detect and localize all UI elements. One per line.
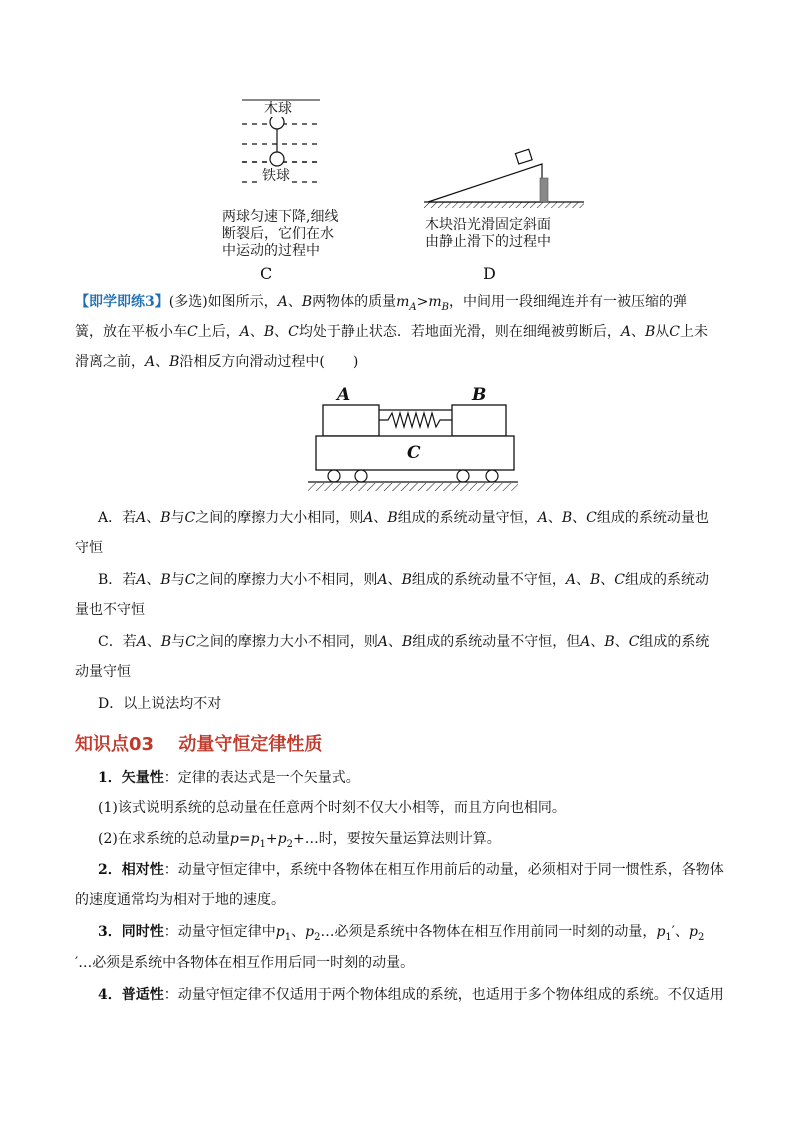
wheel-2 bbox=[355, 470, 367, 482]
wooden-block bbox=[515, 149, 532, 164]
block-b-label: B bbox=[472, 385, 487, 405]
figure-d-caption-line-1: 木块沿光滑固定斜面 bbox=[425, 217, 551, 233]
question-line-3: 滑离之前，A、B沿相反方向滑动过程中( ) bbox=[75, 354, 359, 370]
wheel-1 bbox=[328, 470, 340, 482]
block-b bbox=[452, 405, 506, 436]
property-1-a: (1)该式说明系统的总动量在任意两个时刻不仅大小相等，而且方向也相同。 bbox=[98, 800, 566, 816]
figure-c-letter: C bbox=[260, 264, 273, 283]
property-1: 1．矢量性：定律的表达式是一个矢量式。 bbox=[98, 770, 360, 786]
option-a-line-2: 守恒 bbox=[75, 540, 103, 556]
wheel-3 bbox=[457, 470, 469, 482]
property-2-line-2: 的速度通常均为相对于地的速度。 bbox=[75, 892, 285, 908]
question-line-2: 簧，放在平板小车C上后，A、B、C均处于静止状态．若地面光滑，则在细绳被剪断后，A、B从C上未 bbox=[75, 324, 708, 340]
figure-d-diagram bbox=[424, 144, 584, 210]
compressed-spring bbox=[379, 413, 452, 427]
property-3: 3．同时性：动量守恒定律中$p_1$、$p_2\dots$必须是系统中各物体在相互作用前同一时刻的动量，$p_1'$、$p_2$ bbox=[98, 924, 705, 943]
block-a bbox=[323, 405, 379, 436]
figure-c-caption-line-2: 断裂后，它们在水 bbox=[222, 226, 334, 242]
section-title: 知识点03 动量守恒定律性质 bbox=[75, 734, 323, 755]
option-c-line-1: C．若A、B与C之间的摩擦力大小不相同，则A、B组成的系统动量不守恒，但A、B、C组成的系统 bbox=[98, 634, 710, 650]
figure-c-caption-line-3: 中运动的过程中 bbox=[222, 243, 320, 259]
wheel-4 bbox=[486, 470, 498, 482]
iron-ball bbox=[270, 152, 284, 166]
wood-ball-label: 木球 bbox=[264, 101, 292, 117]
figure-d-letter: D bbox=[483, 264, 496, 283]
option-c-line-2: 动量守恒 bbox=[75, 664, 131, 680]
property-3-line-2: ′…必须是系统中各物体在相互作用后同一时刻的动量。 bbox=[75, 955, 415, 971]
option-b-line-2: 量也不守恒 bbox=[75, 602, 145, 618]
property-4: 4．普适性：动量守恒定律不仅适用于两个物体组成的系统，也适用于多个物体组成的系统。不仅适用 bbox=[98, 987, 724, 1003]
property-2: 2．相对性：动量守恒定律中，系统中各物体在相互作用前后的动量，必须相对于同一惯性系，各物体 bbox=[98, 862, 724, 878]
figure-c-caption-line-1: 两球匀速下降,细线 bbox=[222, 209, 339, 225]
option-a-line-1: A．若A、B与C之间的摩擦力大小相同，则A、B组成的系统动量守恒，A、B、C组成的系统动量也 bbox=[98, 510, 709, 526]
wood-ball bbox=[270, 115, 284, 129]
property-1-b: (2)在求系统的总动量$p=p_1+p_2+\dots$时，要按矢量运算法则计算。 bbox=[98, 831, 501, 850]
figure-d-caption-line-2: 由静止滑下的过程中 bbox=[425, 234, 551, 250]
block-a-label: A bbox=[337, 385, 351, 405]
question-line-1: 【即学即练3】(多选)如图所示，A、B两物体的质量$m_A>m_B$，中间用一段细绳连并有一被压缩的弹 bbox=[75, 294, 687, 313]
practice-tag: 【即学即练3】 bbox=[75, 294, 169, 310]
option-d-line-1: D．以上说法均不对 bbox=[98, 696, 222, 712]
option-b-line-1: B．若A、B与C之间的摩擦力大小不相同，则A、B组成的系统动量不守恒，A、B、C组成的系统动 bbox=[98, 572, 709, 588]
iron-ball-label: 铁球 bbox=[262, 168, 290, 184]
cart-c-label: C bbox=[407, 443, 421, 463]
